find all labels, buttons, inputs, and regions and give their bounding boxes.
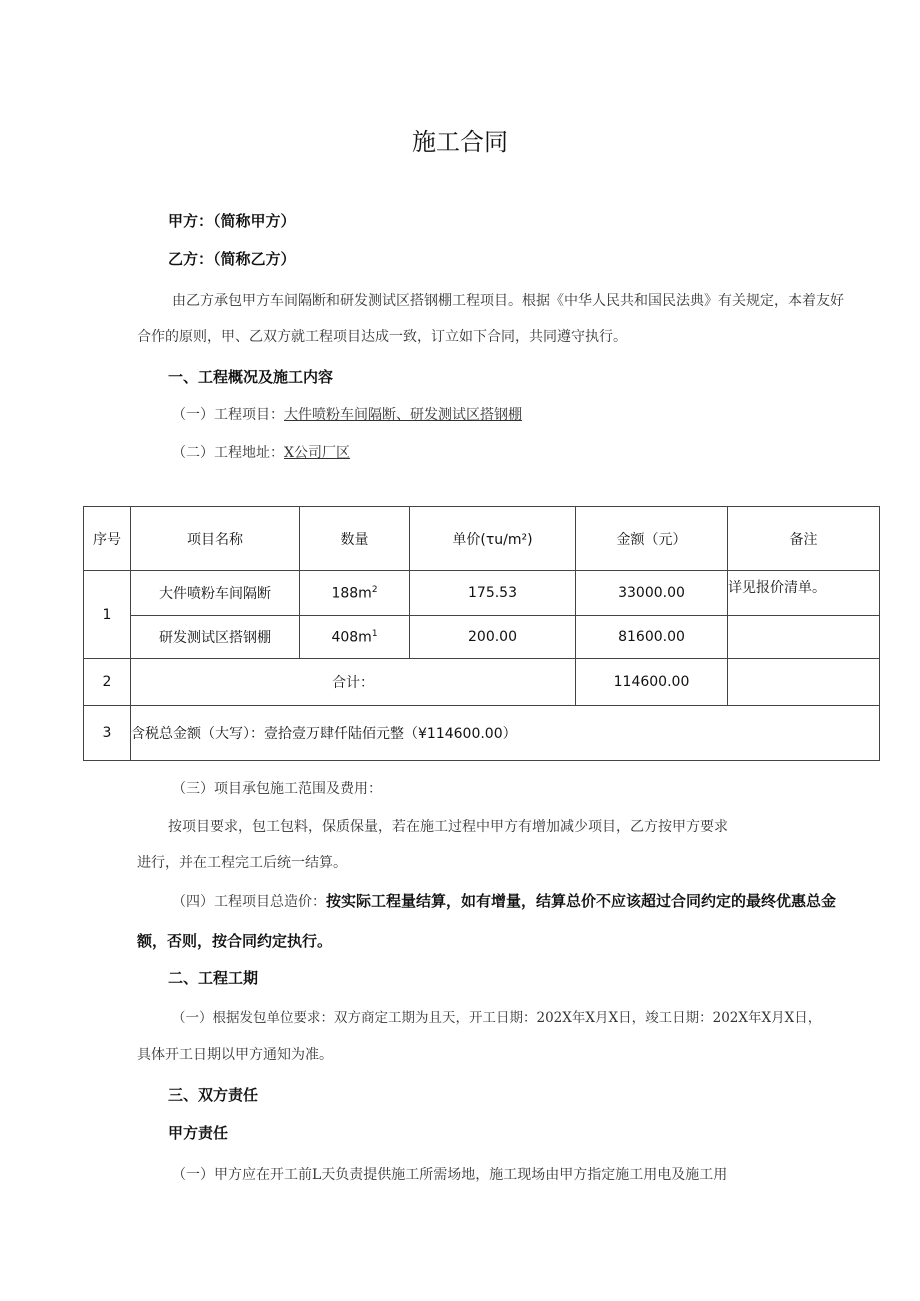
item-amount-cell: 81600.00 — [576, 616, 728, 659]
party-a-line: 甲方：（简称甲方） — [168, 212, 296, 230]
scope-line-2: 进行，并在工程完工后统一结算。 — [137, 855, 347, 871]
intro-line-2: 合作的原则，甲、乙双方就工程项目达成一致，订立如下合同，共同遵守执行。 — [137, 329, 627, 345]
total-amount-cell: 114600.00 — [576, 659, 728, 706]
total-note-cell — [728, 659, 880, 706]
project-item-label: （一）工程项目： — [172, 407, 284, 423]
item-note-cell: 详见报价清单。 — [728, 571, 880, 616]
qty-unit-exponent: 2 — [371, 584, 378, 595]
project-address-label: （二）工程地址： — [172, 445, 284, 461]
tax-row-no-cell: 3 — [84, 706, 131, 761]
total-price-label: （四）工程项目总造价： — [172, 894, 326, 910]
party-a-duty-line-1: （一）甲方应在开工前L天负责提供施工所需场地，施工现场由甲方指定施工用电及施工用 — [172, 1167, 728, 1183]
total-label-cell: 合计： — [131, 659, 576, 706]
section-3-heading: 三、双方责任 — [168, 1086, 259, 1104]
qty-unit-exponent: 1 — [371, 628, 378, 639]
scope-line-1: 按项目要求，包工包料，保质保量，若在施工过程中甲方有增加减少项目，乙方按甲方要求 — [168, 819, 728, 835]
scope-heading: （三）项目承包施工范围及费用： — [172, 781, 382, 797]
project-item-value: 大件喷粉车间隔断、研发测试区搭钢棚 — [284, 407, 522, 423]
intro-line-1: 由乙方承包甲方车间隔断和研发测试区搭钢棚工程项目。根据《中华人民共和国民法典》有关规定，本着友好 — [172, 293, 844, 309]
schedule-line-1: （一）根据发包单位要求：双方商定工期为且天，开工日期：202X年X月X日，竣工日期：202X年X月X日， — [172, 1010, 822, 1026]
table-tax-row — [84, 706, 880, 761]
total-price-terms-cont: 额，否则，按合同约定执行。 — [137, 932, 333, 950]
tax-total-cell: 含税总金额（大写）：壹拾壹万肆仟陆佰元整（¥114600.00） — [131, 706, 880, 761]
table-total-row — [84, 659, 880, 706]
table-row — [84, 616, 880, 659]
qty-number: 408m — [331, 629, 372, 646]
document-title: 施工合同 — [412, 128, 508, 156]
header-cell-qty: 数量 — [300, 507, 410, 571]
header-cell-no: 序号 — [84, 507, 131, 571]
header-cell-name: 项目名称 — [131, 507, 300, 571]
item-price-cell: 175.53 — [410, 571, 576, 616]
header-cell-price: 单价(τu∕m²) — [410, 507, 576, 571]
header-cell-amount: 金额（元） — [576, 507, 728, 571]
qty-number: 188m — [331, 585, 372, 602]
item-note-cell — [728, 616, 880, 659]
item-amount-cell: 33000.00 — [576, 571, 728, 616]
section-1-heading: 一、工程概况及施工内容 — [168, 368, 334, 386]
table-header-row — [84, 507, 880, 571]
item-qty-cell — [300, 571, 410, 616]
total-row-no-cell: 2 — [84, 659, 131, 706]
section-2-heading: 二、工程工期 — [168, 969, 259, 987]
pricing-table — [83, 506, 880, 761]
total-price-terms: 按实际工程量结算，如有增量，结算总价不应该超过合同约定的最终优惠总金 — [326, 892, 837, 910]
item-name-cell: 大件喷粉车间隔断 — [131, 571, 300, 616]
table-row — [84, 571, 880, 616]
item-price-cell: 200.00 — [410, 616, 576, 659]
party-b-line: 乙方：（简称乙方） — [168, 250, 296, 268]
item-qty-cell — [300, 616, 410, 659]
project-item-line — [172, 404, 522, 424]
item-name-cell: 研发测试区搭钢棚 — [131, 616, 300, 659]
row-no-cell: 1 — [84, 571, 131, 659]
party-a-duties-heading: 甲方责任 — [168, 1124, 229, 1142]
total-price-line — [172, 890, 836, 911]
project-address-value: X公司厂区 — [284, 445, 350, 461]
header-cell-note: 备注 — [728, 507, 880, 571]
schedule-line-2: 具体开工日期以甲方通知为准。 — [137, 1047, 333, 1063]
project-address-line — [172, 442, 350, 462]
